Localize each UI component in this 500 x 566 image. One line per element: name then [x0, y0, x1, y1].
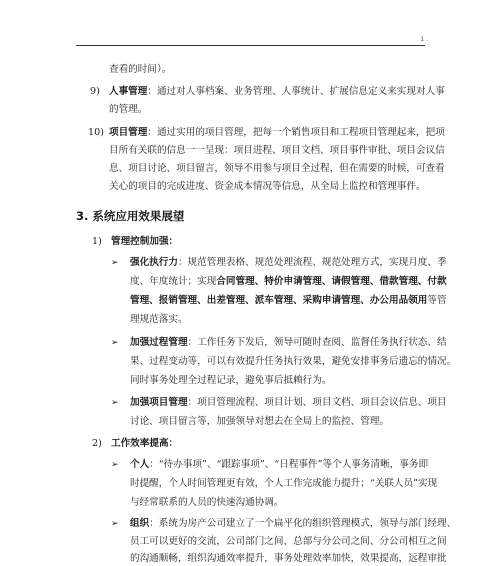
bullet-2-line-3: 同时事务处理全过程记录，避免事后抵赖行为。	[130, 375, 332, 386]
section-heading: 3. 系统应用效果展望	[76, 209, 185, 223]
bullet-3-line-2: 讨论、项目留言等，加强领导对想去在全局上的监控、管理。	[130, 416, 390, 427]
item-10-line-2: 目所有关联的信息一一呈现：项目进程、项目文档、项目事件审批、项目会议信	[109, 145, 445, 156]
item-10-line-1: 项目管理：通过实用的项目管理，把每一个销售项目和工程项目管理起来，把项	[109, 127, 445, 138]
subsection-number: 2)	[92, 438, 102, 449]
item-10-line-4: 关心的项目的完成进度、资金成本情况等信息，从全局上监控和管理事件。	[109, 181, 426, 192]
arrow-bullet-icon: ➢	[111, 258, 119, 268]
bullet-3-line-1: 加强项目管理：项目管理流程、项目计划、项目文档、项目会议信息、项目	[130, 397, 447, 408]
subsection-title: 工作效率提高：	[111, 438, 179, 449]
bullet-5-line-1: 组织：系统为房产公司建立了一个扁平化的组织管理模式，领导与部门经理、	[130, 518, 457, 529]
arrow-bullet-icon: ➢	[111, 338, 119, 348]
bullet-4-line-3: 与经常联系的人员的快速沟通协调。	[130, 497, 284, 508]
arrow-bullet-icon: ➢	[111, 519, 119, 529]
item-9-line-1: 人事管理：通过对人事档案、业务管理、人事统计、扩展信息定义来实现对人事	[109, 86, 445, 97]
subsection-number: 1)	[92, 236, 102, 247]
header-rule	[76, 45, 425, 46]
bullet-5-line-2: 员工可以更好的交流，公司部门之间、总部与分公司之间、分公司相互之间	[130, 536, 447, 547]
arrow-bullet-icon: ➢	[111, 398, 119, 408]
item-10-line-3: 息、项目讨论、项目留言，领导不用参与项目全过程，但在需要的时候，可查看	[109, 163, 445, 174]
bullet-4-line-2: 时提醒，个人时间管理更有效，个人工作完成能力提升；“关联人员”实现	[130, 478, 438, 489]
bullet-5-line-3: 的沟通顺畅，组织沟通效率提升，事务处理效率加快，效果提高，远程审批	[130, 553, 447, 564]
item-10-title: 项目管理	[109, 127, 148, 138]
page-number: 1 .	[420, 36, 428, 43]
item-number: 9)	[90, 86, 100, 97]
bullet-1-line-2: 度、年度统计；实现合同管理、特价申请管理、请假管理、借款管理、付款	[130, 276, 447, 287]
bullet-2-line-2: 果、过程变动等，可以有效提升任务执行效果，避免安排事务后遗忘的情况。	[130, 356, 457, 367]
item-number: 10)	[88, 127, 104, 138]
text-line: 查看的时间）。	[109, 64, 172, 75]
bullet-2-line-1: 加强过程管理：工作任务下发后，领导可随时查阅、监督任务执行状态、结	[130, 337, 447, 348]
item-9-line-2: 的管理。	[109, 104, 148, 115]
item-9-title: 人事管理	[109, 86, 148, 97]
arrow-bullet-icon: ➢	[111, 460, 119, 470]
bullet-4-line-1: 个人：“待办事项”、“跟踪事项”、“日程事件”等个人事务清晰，事务即	[130, 459, 429, 470]
bullet-1-line-3: 管理、报销管理、出差管理、派车管理、采购申请管理、办公用品领用等管	[130, 295, 447, 306]
subsection-title: 管理控制加强：	[111, 236, 179, 247]
bullet-1-line-4: 理规范落实。	[130, 314, 188, 325]
bullet-1-line-1: 强化执行力：规范管理表格、规范处理流程、规范处理方式，实现月度、季	[130, 257, 447, 268]
